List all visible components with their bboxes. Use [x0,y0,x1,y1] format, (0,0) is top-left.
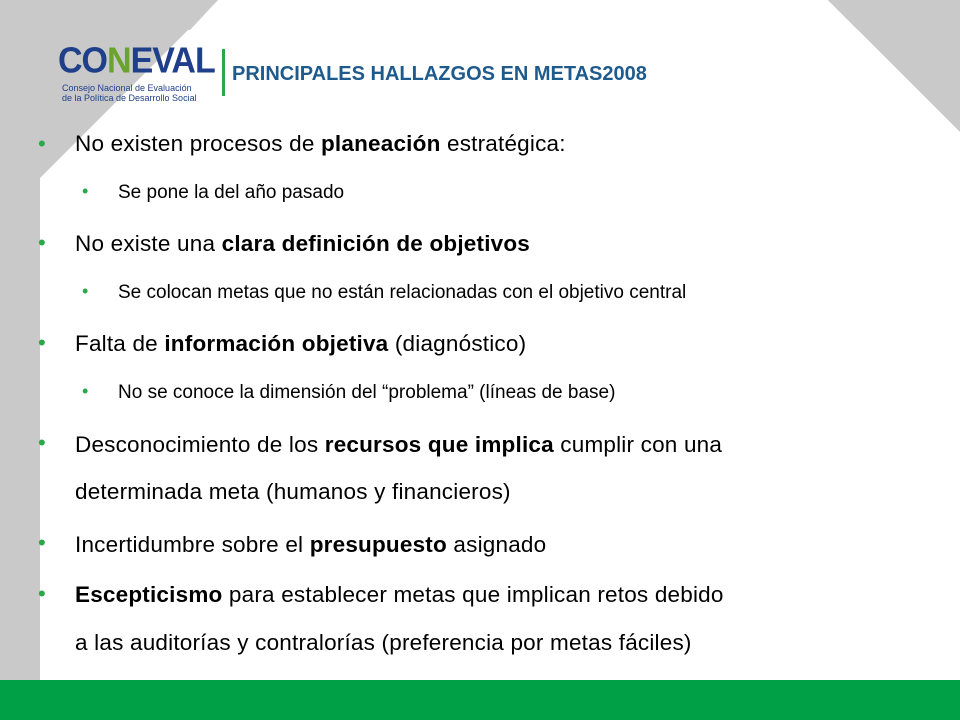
bullet-item-recursos: Desconocimiento de los recursos que implica cumplir con una [75,432,723,457]
bullet-item-informacion: Falta de información objetiva (diagnóstico) [75,331,527,356]
sub-item-ano-pasado: Se pone la del año pasado [118,182,345,203]
bullet-item-planeacion: No existen procesos de planeación estratégica: [75,131,566,156]
bullet-icon: • [38,530,46,555]
bullet-item-escepticismo: Escepticismo para establecer metas que implican retos debido [75,582,724,607]
bullet-item-escepticismo-continuation: a las auditorías y contralorías (preferencia por metas fáciles) [75,630,692,655]
footer-bar [0,680,960,720]
bullet-icon: • [38,330,46,355]
title-divider [222,49,225,96]
bullet-item-objetivos: No existe una clara definición de objetivos [75,231,531,256]
bullet-icon: • [82,281,89,301]
sub-item-metas-no-relacionadas: Se colocan metas que no están relacionadas con el objetivo central [118,282,687,303]
bullet-icon: • [38,230,46,255]
logo-subtitle: Consejo Nacional de Evaluación de la Política de Desarrollo Social [62,83,197,103]
bullet-icon: • [38,430,46,455]
bullet-icon: • [82,381,89,401]
slide-title: PRINCIPALES HALLAZGOS EN METAS2008 [232,63,647,85]
sub-item-dimension-problema: No se conoce la dimensión del “problema” (líneas de base) [118,382,616,403]
bullet-icon: • [38,131,46,156]
bullet-icon: • [38,581,46,606]
bullet-item-recursos-continuation: determinada meta (humanos y financieros) [75,479,511,504]
bullet-icon: • [82,181,89,201]
logo-wordmark: CONEVAL [58,41,215,81]
coneval-logo [58,41,215,106]
bullet-item-presupuesto: Incertidumbre sobre el presupuesto asignado [75,532,547,557]
